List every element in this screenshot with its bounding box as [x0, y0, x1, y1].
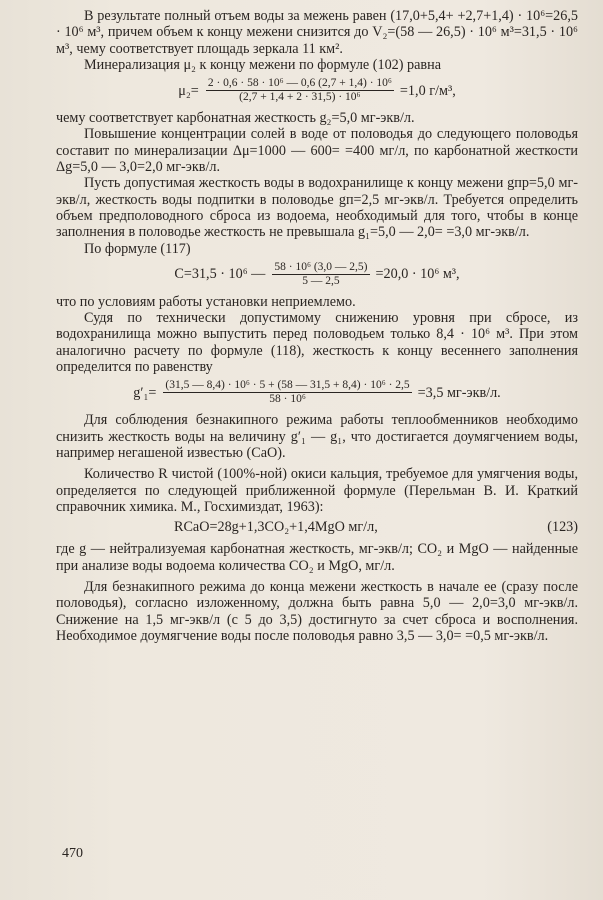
- paragraph-mineralization-intro: Минерализация μ₂ к концу межени по формуле (102) равна: [84, 56, 442, 73]
- formula-123-number: (123): [547, 519, 578, 536]
- paragraph-lime-quantity: Количество R чистой (100%-ной) окиси кальция, требуемое для умягчения воды, определяется по следующей приближенной формуле (Перельман В. И. Краткий справочник химика. М., Госхимиздат, 1963):: [56, 466, 578, 515]
- formula-spring-hardness-fraction: [163, 379, 411, 406]
- formula-mineralization-lhs: μ₂=: [178, 82, 199, 99]
- formula-123: [56, 519, 578, 535]
- paragraph-water-withdrawal: В результате полный отъем воды за межень равен (17,0+5,4+ +2,7+1,4) · 10⁶=26,5 · 10⁶ м³, причем объем к концу межени снизится до V₂=(58 — 26,5) · 10⁶ м³=31,5 · 10⁶ м³, чему соответствует площадь зеркала 11 км².: [56, 8, 578, 57]
- paragraph-carbonate-hardness: чему соответствует карбонатная жесткость g₂=5,0 мг-экв/л.: [56, 110, 415, 127]
- formula-discharge-volume-lhs: C=31,5 · 10⁶ —: [174, 266, 266, 283]
- formula-spring-hardness-lhs: g′₁=: [133, 384, 157, 401]
- formula-spring-hardness-rhs: =3,5 мг-экв/л.: [417, 384, 501, 401]
- paragraph-unacceptable: что по условиям работы установки неприемлемо.: [56, 293, 356, 310]
- page-body: [56, 8, 578, 644]
- paragraph-variable-definitions: где g — нейтрализуемая карбонатная жесткость, мг-экв/л; CO₂ и MgO — найденные при анализе воды водоема количества CO₂ и MgO, мг/л.: [56, 541, 578, 574]
- formula-mineralization-rhs: =1,0 г/м³,: [399, 82, 456, 99]
- page-number: 470: [62, 846, 83, 861]
- formula-spring-hardness-numerator: (31,5 — 8,4) · 10⁶ · 5 + (58 — 31,5 + 8,4) · 10⁶ · 2,5: [165, 379, 410, 392]
- formula-discharge-volume-denominator: 5 — 2,5: [302, 274, 340, 287]
- paragraph-scale-free-regime: Для соблюдения безнакипного режима работы теплообменников необходимо снизить жесткость воды на величину g′₁ — g₁, что достигается доумягчением воды, например негашеной известью (СаО).: [56, 412, 578, 461]
- formula-mineralization-denominator: (2,7 + 1,4 + 2 · 31,5) · 10⁶: [239, 91, 361, 104]
- formula-spring-hardness-denominator: 58 · 10⁶: [269, 393, 306, 406]
- formula-123-expression: RCaO=28g+1,3CO₂+1,4MgO мг/л,: [174, 519, 378, 536]
- formula-discharge-volume: [56, 261, 578, 288]
- formula-discharge-volume-numerator: 58 · 10⁶ (3,0 — 2,5): [274, 260, 368, 273]
- formula-spring-hardness: [56, 379, 578, 406]
- formula-mineralization-numerator: 2 · 0,6 · 58 · 10⁶ — 0,6 (2,7 + 1,4) · 10⁶: [207, 77, 392, 90]
- formula-discharge-volume-fraction: [272, 261, 369, 288]
- formula-mineralization: [56, 77, 578, 104]
- paragraph-permissible-hardness: Пусть допустимая жесткость воды в водохранилище к концу межени gпр=5,0 мг-экв/л, жесткость воды подпитки в половодье gп=2,5 мг-экв/л. Требуется определить объем предполоводного сброса из водоема, необходимый для того, чтобы в конце заполнения в половодье жесткость не превышала g₁=5,0 — 2,0= =3,0 мг-экв/л.: [56, 175, 578, 241]
- paragraph-level-reduction: Судя по технически допустимому снижению уровня при сбросе, из водохранилища можно выпустить перед половодьем только 8,4 · 10⁶ м³. При этом аналогично расчету по формуле (118), жесткость к концу весеннего заполнения определится по равенству: [56, 310, 578, 376]
- formula-mineralization-fraction: [206, 77, 394, 104]
- paragraph-additional-softening: Для безнакипного режима до конца межени жесткость в начале ее (сразу после половодья), согласно изложенному, должна быть равна 5,0 — 2,0=3,0 мг-экв/л. Снижение на 1,5 мг-экв/л (с 5 до 3,5) достигнуто за счет сброса и восполнения. Необходимое доумягчение воды после половодья равно 3,5 — 3,0= =0,5 мг-экв/л.: [56, 579, 578, 644]
- formula-discharge-volume-rhs: =20,0 · 10⁶ м³,: [375, 266, 460, 283]
- paragraph-by-formula-117: По формуле (117): [84, 240, 191, 257]
- paragraph-concentration-increase: Повышение концентрации солей в воде от половодья до следующего половодья составит по минерализации Δμ=1000 — 600= =400 мг/л, по карбонатной жесткости Δg=5,0 — 3,0=2,0 мг-экв/л.: [56, 126, 578, 176]
